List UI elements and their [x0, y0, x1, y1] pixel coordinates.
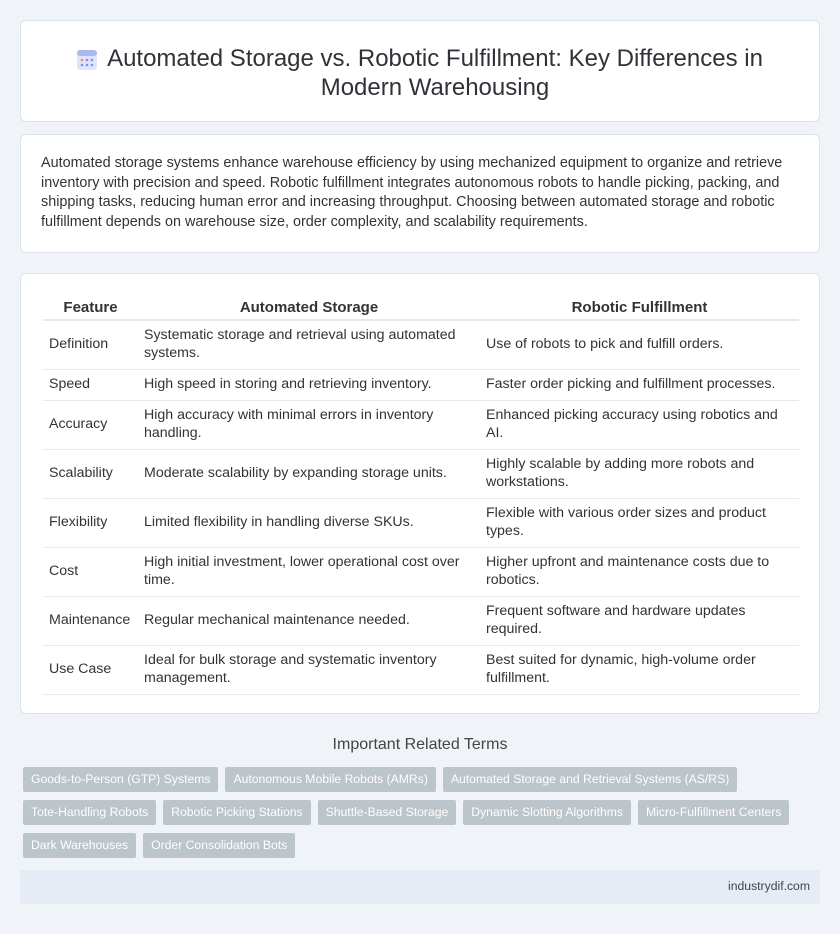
related-term-tag[interactable]: Autonomous Mobile Robots (AMRs): [225, 767, 435, 792]
header-feature: Feature: [43, 294, 138, 320]
table-row: [43, 547, 799, 596]
feature-cell: Accuracy: [43, 400, 138, 449]
robotic-cell: Highly scalable by adding more robots and workstations.: [480, 449, 799, 498]
related-term-tag[interactable]: Shuttle-Based Storage: [318, 800, 457, 825]
table-row: [43, 596, 799, 645]
feature-cell: Scalability: [43, 449, 138, 498]
robotic-cell: Best suited for dynamic, high-volume order fulfillment.: [480, 645, 799, 694]
automated-cell: Limited flexibility in handling diverse SKUs.: [138, 498, 480, 547]
header-card: [20, 20, 820, 122]
related-term-tag[interactable]: Dynamic Slotting Algorithms: [463, 800, 631, 825]
automated-cell: Regular mechanical maintenance needed.: [138, 596, 480, 645]
robotic-cell: Use of robots to pick and fulfill orders.: [480, 320, 799, 369]
related-term-tag[interactable]: Order Consolidation Bots: [143, 833, 295, 858]
feature-cell: Flexibility: [43, 498, 138, 547]
related-term-tag[interactable]: Micro-Fulfillment Centers: [638, 800, 789, 825]
related-term-tag[interactable]: Dark Warehouses: [23, 833, 136, 858]
table-row: [43, 645, 799, 694]
feature-cell: Use Case: [43, 645, 138, 694]
robotic-cell: Higher upfront and maintenance costs due to robotics.: [480, 547, 799, 596]
robotic-cell: Flexible with various order sizes and product types.: [480, 498, 799, 547]
robotic-cell: Faster order picking and fulfillment processes.: [480, 369, 799, 400]
tag-row: [23, 833, 813, 858]
related-term-tag[interactable]: Robotic Picking Stations: [163, 800, 310, 825]
intro-paragraph: Automated storage systems enhance warehouse efficiency by using mechanized equipment to organize and retrieve inventory with precision and speed. Robotic fulfillment integrates autonomous robots to handle picking, packing, and shipping tasks, reducing human error and increasing throughput. Choosing between automated storage and robotic fulfillment depends on warehouse size, order complexity, and scalability requirements.: [41, 155, 783, 230]
header-automated-storage: Automated Storage: [138, 294, 480, 320]
table-row: [43, 320, 799, 369]
related-terms-list: [23, 767, 813, 866]
automated-cell: High accuracy with minimal errors in inventory handling.: [138, 400, 480, 449]
automated-cell: High initial investment, lower operational cost over time.: [138, 547, 480, 596]
comparison-table-card: [20, 273, 820, 714]
feature-cell: Maintenance: [43, 596, 138, 645]
page-title: Automated Storage vs. Robotic Fulfillment: Key Differences in Modern Warehousing: [107, 45, 763, 101]
related-term-tag[interactable]: Goods-to-Person (GTP) Systems: [23, 767, 218, 792]
related-terms-title: Important Related Terms: [332, 736, 508, 753]
table-row: [43, 498, 799, 547]
comparison-table: [43, 294, 799, 695]
robotic-cell: Frequent software and hardware updates required.: [480, 596, 799, 645]
feature-cell: Speed: [43, 369, 138, 400]
related-term-tag[interactable]: Automated Storage and Retrieval Systems (AS/RS): [443, 767, 737, 792]
related-term-tag[interactable]: Tote-Handling Robots: [23, 800, 156, 825]
table-row: [43, 449, 799, 498]
automated-cell: Systematic storage and retrieval using automated systems.: [138, 320, 480, 369]
feature-cell: Cost: [43, 547, 138, 596]
robotic-cell: Enhanced picking accuracy using robotics and AI.: [480, 400, 799, 449]
intro-card: [20, 134, 820, 253]
tag-row: [23, 767, 813, 792]
automated-cell: High speed in storing and retrieving inventory.: [138, 369, 480, 400]
footer: [20, 870, 820, 904]
automated-cell: Moderate scalability by expanding storage units.: [138, 449, 480, 498]
table-header-row: [43, 294, 799, 320]
header-robotic-fulfillment: Robotic Fulfillment: [480, 294, 799, 320]
tag-row: [23, 800, 813, 825]
feature-cell: Definition: [43, 320, 138, 369]
footer-site-name[interactable]: industrydif.com: [728, 879, 810, 893]
table-row: [43, 369, 799, 400]
table-row: [43, 400, 799, 449]
automated-cell: Ideal for bulk storage and systematic inventory management.: [138, 645, 480, 694]
